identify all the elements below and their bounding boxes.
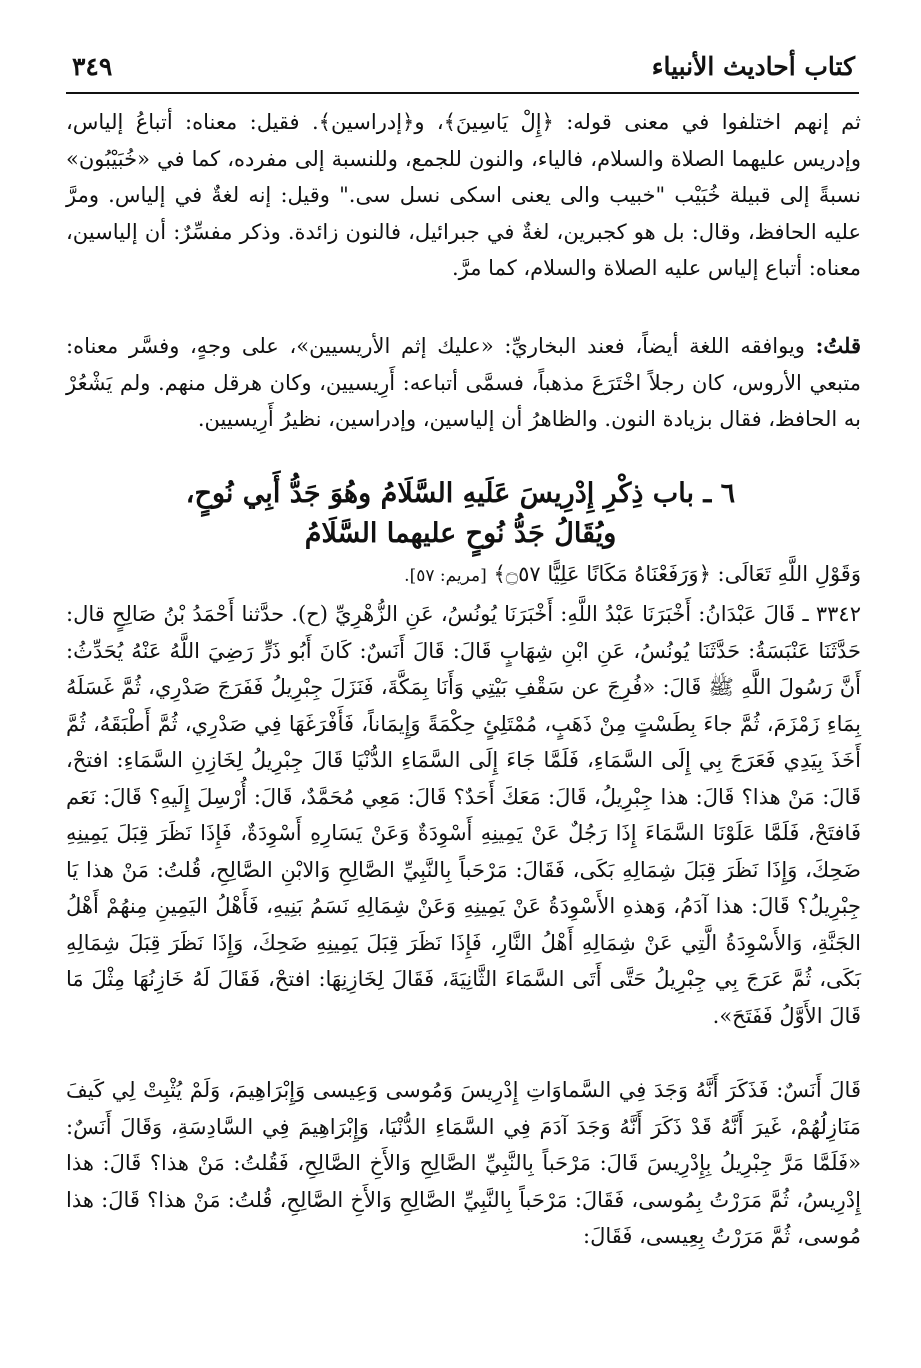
commentary-text-1: ثم إنهم اختلفوا في معنى قوله: ﴿إِلْ يَاسِينَ﴾، و﴿إدراسين﴾. فقيل: معناه: أتباعُ إلياس، وإدريس عليهما الصلاة والسلام، فالياء، والنون للجمع، وللنسبة إلى مفرده، كما في «خُبَيْبُون» نسبةً إلى قبيلة خُبَيْب "خبيب والى يعنى اسكى نسل سى." وقيل: إنه لغةٌ في إلياس. ومرَّ عليه الحافظ، وقال: بل هو كجبرين، لغةٌ في جبرائيل، فالنون زائدة. وذكر مفسِّرٌ: أن إلياسين، معناه: أتباع إلياس عليه الصلاة والسلام، كما مرَّ.: [66, 110, 861, 280]
commentary-text-2: [66, 328, 861, 438]
quran-verse-text: وَقَوْلِ اللَّهِ تَعَالَى: ﴿وَرَفَعْنَاهُ مَكَانًا عَلِيًّا ۝٥٧﴾: [493, 562, 861, 586]
chapter-title-line-2: ويُقَالُ جَدُّ نُوحٍ عليهما السَّلَامُ: [304, 518, 617, 549]
qultu-label: قلتُ:: [815, 333, 861, 358]
quran-reference: [مريم: ٥٧].: [404, 566, 487, 586]
hadith-3342: [66, 596, 861, 1034]
chapter-title: [60, 474, 861, 554]
hadith-continuation-text: قَالَ أَنَسٌ: فَذَكَرَ أَنَّهُ وَجَدَ فِي السَّماوَاتِ إِدْرِيسَ وَمُوسى وَعِيسى وَإِبْرَاهِيمَ، وَلَمْ يُثْبِتْ لِي كَيفَ مَنَازِلُهُمْ، غَيرَ أَنَّهُ قَدْ ذَكَرَ أَنَّهُ وَجَدَ آدَمَ فِي السَّمَاءِ الدُّنْيَا، وَإِبْرَاهِيمَ فِي السَّادِسَةِ، وَقَالَ أَنَسٌ: «فَلَمَّا مَرَّ جِبْرِيلُ بِإِدْرِيسَ قَالَ: مَرْحَباً بِالنَّبِيِّ الصَّالِحِ وَالأَخِ الصَّالِحِ، فَقُلتُ: مَنْ هذا؟ قَالَ: هذا إِدْرِيسُ، ثُمَّ مَرَرْتُ بِمُوسى، فَقَالَ: مَرْحَباً بِالنَّبِيِّ الصَّالِحِ وَالأَخِ الصَّالِحِ، قُلتُ: مَنْ هذا؟ قَالَ: هذا مُوسى، ثُمَّ مَرَرْتُ بِعِيسى، فَقَالَ:: [66, 1078, 861, 1248]
commentary-paragraph-1: [66, 104, 861, 287]
commentary-paragraph-2: [66, 328, 861, 438]
quran-verse: [66, 556, 861, 594]
page-header: [66, 40, 859, 94]
chapter-title-line-1: ٦ ـ باب ذِكْرِ إِدْرِيسَ عَلَيهِ السَّلَامُ وهُوَ جَدُّ أَبِي نُوحٍ،: [185, 478, 736, 509]
hadith-text: ٣٣٤٢ ـ قَالَ عَبْدَانُ: أَخْبَرَنَا عَبْدُ اللَّهِ: أَخْبَرَنَا يُونُسُ، عَنِ الزُّهْرِيِّ (ح). حدَّثنا أَحْمَدُ بْنُ صَالِحٍ قال: حَدَّثَنَا عَنْبَسَةُ: حَدَّثَنَا يُونُسُ، عَنِ ابْنِ شِهَابٍ قَالَ: قَالَ أَنَسٌ: كَانَ أَبُو ذَرٍّ رَضِيَ اللَّهُ عَنْهُ يُحَدِّثُ: أَنَّ رَسُولَ اللَّهِ ﷺ قَالَ: «فُرِجَ عن سَقْفِ بَيْتِي وَأَنَا بِمَكَّةَ، فَنَزَلَ جِبْرِيلُ فَفَرَجَ صَدْرِي، ثُمَّ غَسَلَهُ بِمَاءِ زَمْزَمَ، ثُمَّ جاءَ بِطَسْتٍ مِنْ ذَهَبٍ، مُمْتَلِئٍ حِكْمَةً وَإِيمَاناً، فَأَفْرَغَهَا فِي صَدْرِي، ثُمَّ أَطْبَقَهُ، ثُمَّ أَخَذَ بِيَدِي فَعَرَجَ بِي إِلَى السَّمَاءِ، فَلَمَّا جَاءَ إِلَى السَّمَاءِ الدُّنْيَا قَالَ جِبْرِيلُ لِخَازِنِ السَّمَاءِ: افتحْ، قَالَ: مَنْ هذا؟ قَالَ: هذا جِبْرِيلُ، قَالَ: مَعَكَ أَحَدٌ؟ قَالَ: مَعِي مُحَمَّدٌ، قَالَ: أُرْسِلَ إِلَيهِ؟ قَالَ: نَعَم فَافتَحْ، فَلَمَّا عَلَوْنَا السَّمَاءَ إِذَا رَجُلٌ عَنْ يَمِينِهِ أَسْوِدَةٌ وَعَنْ يَسَارِهِ أَسْوِدَةٌ، فَإِذَا نَظَرَ قِبَلَ يَمِينِهِ ضَحِكَ، وَإِذَا نَظَرَ قِبَلَ شِمَالِهِ بَكَى، فَقَالَ: مَرْحَباً بِالنَّبِيِّ الصَّالِحِ وَالابْنِ الصَّالِحِ، قُلتُ: مَنْ هذا يَا جِبْرِيلُ؟ قَالَ: هذا آدَمُ، وَهذهِ الأَسْوِدَةُ عَنْ يَمِينِهِ وَعَنْ شِمَالِهِ نَسَمُ بَنِيهِ، فَأَهْلُ اليَمِينِ مِنهُمْ أَهْلُ الجَنَّةِ، وَالأَسْوِدَةُ الَّتِي عَنْ شِمَالِهِ أَهْلُ النَّارِ، فَإِذَا نَظَرَ قِبَلَ يَمِينِهِ ضَحِكَ، وَإِذَا نَظَرَ قِبَلَ شِمَالِهِ بَكَى، ثُمَّ عَرَجَ بِي جِبْرِيلُ حَتَّى أَتَى السَّمَاءَ الثَّانِيَةَ، فَقَالَ لِخَازِنِهَا: افتحْ، فَقَالَ لَهُ خَازِنُهَا مِثْلَ مَا قَالَ الأَوَّلُ فَفَتَحَ».: [66, 602, 861, 1028]
commentary-text-2-body: ويوافقه اللغة أيضاً، فعند البخاريِّ: «عليك إثم الأريسيين»، على وجهٍ، وفسَّر معناه: متبعي الأروس، كان رجلاً اخْتَرَعَ مذهباً، فسمَّى أتباعه: أَرِيسيين، وكان هرقل منهم. ولم يَشْعُرْ به الحافظ، فقال بزيادة النون. والظاهرُ أن إلياسين، وإدراسين، نظيرُ أَرِيسيين.: [66, 334, 861, 431]
hadith-continuation: [66, 1072, 861, 1255]
page-number: ٣٤٩: [72, 52, 113, 81]
book-title: كتاب أحاديث الأنبياء: [651, 52, 855, 81]
